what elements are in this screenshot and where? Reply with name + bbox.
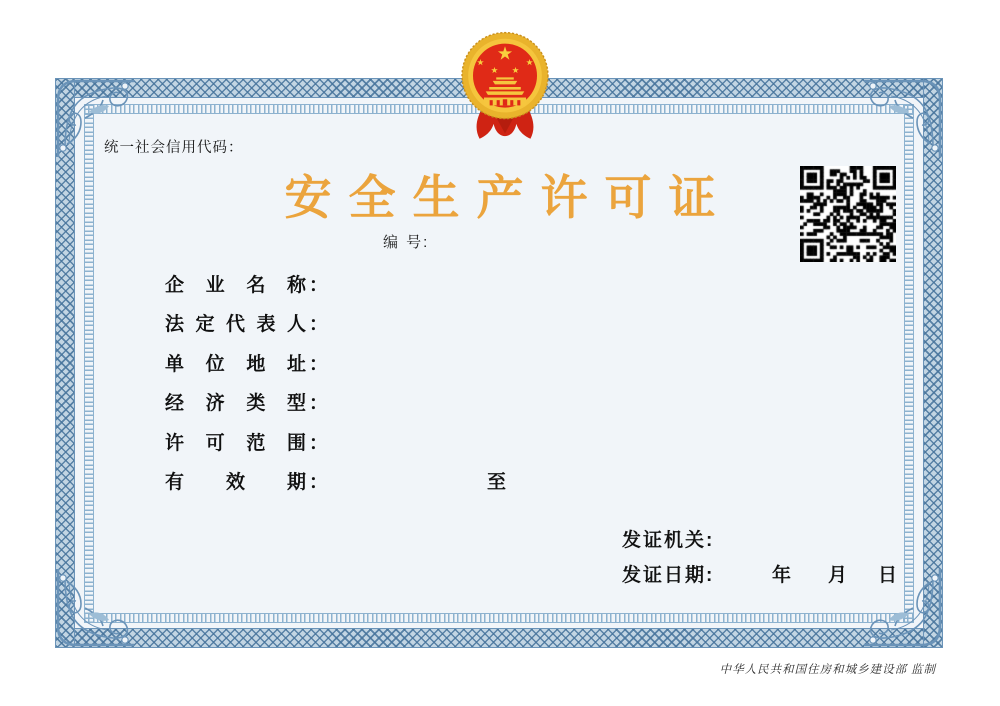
field-row-company-name: [165, 270, 328, 297]
field-label: 有 效 期: [165, 472, 306, 493]
date-year-label: 年: [772, 565, 792, 586]
validity-to-label: 至: [487, 472, 507, 493]
frame-band-bottom: [55, 628, 943, 648]
certificate-title: 安全生产许可证: [284, 171, 733, 224]
frame-corner-ornament-top-right: [861, 78, 943, 160]
field-colon: ：: [309, 275, 329, 296]
field-label: 经 济 类 型: [165, 393, 306, 414]
field-row-license-scope: [165, 428, 328, 455]
frame-corner-ornament-bottom-right: [861, 566, 943, 648]
field-colon: ：: [309, 472, 329, 493]
field-label: 许 可 范 围: [165, 433, 306, 454]
field-row-legal-representative: [165, 309, 328, 336]
field-row-economic-type: [165, 388, 328, 415]
field-row-validity-period: [165, 467, 328, 494]
field-label: 企 业 名 称: [165, 275, 306, 296]
national-emblem-icon: [461, 30, 549, 144]
issue-date-label: 发证日期:: [622, 565, 715, 586]
issuing-ministry-footer: 中华人民共和国住房和城乡建设部 监制: [719, 664, 936, 676]
field-colon: ：: [309, 433, 329, 454]
field-colon: ：: [309, 314, 329, 335]
field-colon: ：: [309, 393, 329, 414]
field-colon: ：: [309, 354, 329, 375]
field-row-unit-address: [165, 349, 328, 376]
issuer-label: 发证机关:: [622, 530, 715, 551]
date-day-label: 日: [878, 565, 898, 586]
field-label: 法 定 代 表 人: [165, 314, 306, 335]
field-label: 单 位 地 址: [165, 354, 306, 375]
license-number-label: 编 号:: [383, 234, 430, 251]
date-month-label: 月: [828, 565, 848, 586]
frame-chain-bottom: [84, 613, 914, 623]
frame-corner-ornament-bottom-left: [55, 566, 137, 648]
credit-code-label: 统一社会信用代码：: [104, 140, 244, 156]
